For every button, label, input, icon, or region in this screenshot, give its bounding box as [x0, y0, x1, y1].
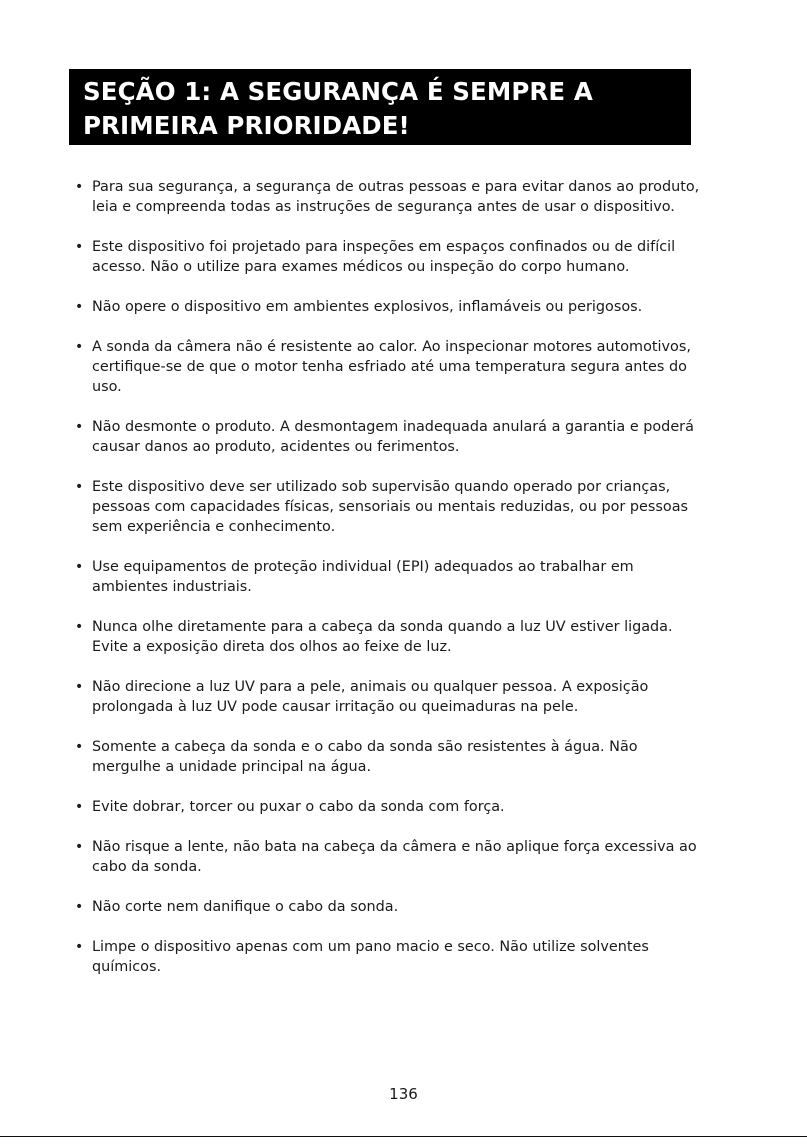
bullet-dot-icon: • — [75, 479, 84, 495]
bullet-item-8 — [75, 617, 695, 657]
bullet-text-line: A sonda da câmera não é resistente ao calor. Ao inspecionar motores automotivos, — [92, 339, 691, 355]
bullet-text-line: pessoas com capacidades físicas, sensoriais ou mentais reduzidas, ou por pessoas — [92, 499, 689, 515]
bullet-dot-icon: • — [75, 559, 84, 575]
bullet-dot-icon: • — [75, 899, 84, 915]
bullet-text-line: Evite a exposição direta dos olhos ao feixe de luz. — [92, 639, 452, 655]
bullet-dot-icon: • — [75, 839, 84, 855]
bullet-text-line: Não corte nem danifique o cabo da sonda. — [92, 899, 399, 915]
bullet-text-line: ambientes industriais. — [92, 579, 252, 595]
bullet-item-13 — [75, 897, 695, 917]
bullet-item-6 — [75, 477, 695, 537]
bullet-item-11 — [75, 797, 695, 817]
bullet-item-7 — [75, 557, 695, 597]
bullet-text-line: acesso. Não o utilize para exames médicos ou inspeção do corpo humano. — [92, 259, 630, 275]
bullet-text-line: Use equipamentos de proteção individual (EPI) adequados ao trabalhar em — [92, 559, 634, 575]
bullet-item-14 — [75, 937, 695, 977]
bullet-text-line: cabo da sonda. — [92, 859, 202, 875]
bullet-item-9 — [75, 677, 695, 717]
bullet-item-3 — [75, 297, 695, 317]
safety-bullet-list — [75, 177, 700, 997]
bullet-dot-icon: • — [75, 619, 84, 635]
bullet-item-5 — [75, 417, 695, 457]
bullet-dot-icon: • — [75, 179, 84, 195]
bullet-text-line: Não opere o dispositivo em ambientes explosivos, inflamáveis ou perigosos. — [92, 299, 643, 315]
bullet-item-4 — [75, 337, 695, 397]
bullet-item-1 — [75, 177, 700, 217]
bullet-text-line: sem experiência e conhecimento. — [92, 519, 336, 535]
bullet-text-line: Não desmonte o produto. A desmontagem inadequada anulará a garantia e poderá — [92, 419, 694, 435]
bullet-dot-icon: • — [75, 419, 84, 435]
bullet-item-10 — [75, 737, 695, 777]
section-title-line-1: SEÇÃO 1: A SEGURANÇA É SEMPRE A — [83, 77, 593, 106]
bullet-text-line: Este dispositivo foi projetado para inspeções em espaços confinados ou de difícil — [92, 239, 676, 255]
bullet-text-line: Para sua segurança, a segurança de outras pessoas e para evitar danos ao produto, — [92, 179, 700, 195]
bullet-text-line: Este dispositivo deve ser utilizado sob supervisão quando operado por crianças, — [92, 479, 671, 495]
bullet-text-line: Evite dobrar, torcer ou puxar o cabo da sonda com força. — [92, 799, 505, 815]
bullet-dot-icon: • — [75, 239, 84, 255]
bullet-text-line: causar danos ao produto, acidentes ou ferimentos. — [92, 439, 460, 455]
bullet-text-line: Somente a cabeça da sonda e o cabo da sonda são resistentes à água. Não — [92, 739, 638, 755]
bullet-dot-icon: • — [75, 799, 84, 815]
bullet-text-line: químicos. — [92, 959, 162, 975]
section-title-banner — [69, 69, 691, 145]
bullet-text-line: leia e compreenda todas as instruções de segurança antes de usar o dispositivo. — [92, 199, 675, 215]
bullet-dot-icon: • — [75, 739, 84, 755]
bullet-text-line: uso. — [92, 379, 122, 395]
bullet-item-2 — [75, 237, 695, 277]
bullet-text-line: Não risque a lente, não bata na cabeça da câmera e não aplique força excessiva ao — [92, 839, 697, 855]
bullet-dot-icon: • — [75, 939, 84, 955]
bullet-item-12 — [75, 837, 695, 877]
bullet-dot-icon: • — [75, 299, 84, 315]
bullet-dot-icon: • — [75, 339, 84, 355]
bottom-divider — [0, 1136, 807, 1137]
bullet-dot-icon: • — [75, 679, 84, 695]
bullet-text-line: Limpe o dispositivo apenas com um pano macio e seco. Não utilize solventes — [92, 939, 649, 955]
bullet-text-line: Não direcione a luz UV para a pele, animais ou qualquer pessoa. A exposição — [92, 679, 649, 695]
page-number: 136 — [389, 1085, 418, 1103]
bullet-text-line: Nunca olhe diretamente para a cabeça da sonda quando a luz UV estiver ligada. — [92, 619, 673, 635]
bullet-text-line: mergulhe a unidade principal na água. — [92, 759, 372, 775]
bullet-text-line: prolongada à luz UV pode causar irritação ou queimaduras na pele. — [92, 699, 579, 715]
bullet-text-line: certifique-se de que o motor tenha esfriado até uma temperatura segura antes do — [92, 359, 687, 375]
section-title-line-2: PRIMEIRA PRIORIDADE! — [83, 111, 410, 140]
